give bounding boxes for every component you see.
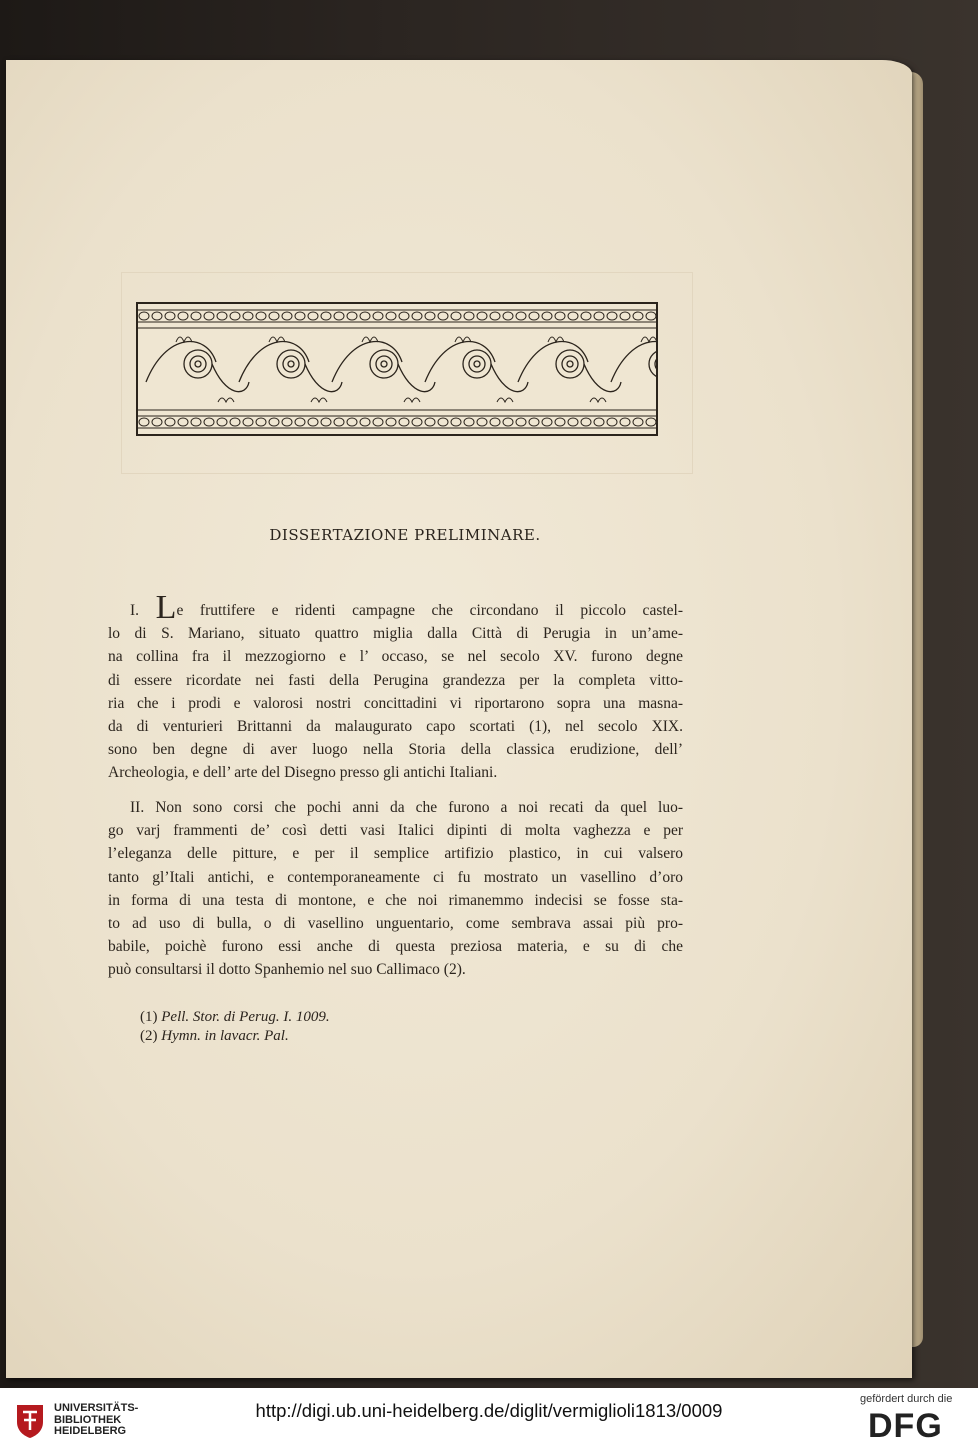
paragraph-2-line: to ad uso di bulla, o di vasellino unguentario, come sembrava assai più pro- — [108, 915, 683, 933]
paragraph-2-line: l’eleganza delle pitture, e per il semplice artifizio plastico, in cui valsero — [108, 845, 683, 863]
paragraph-1-line: da di venturieri Brittanni da malaugurato capo scortati (1), nel secolo XIX. — [108, 718, 683, 736]
ornamental-frieze — [136, 302, 658, 436]
paragraph-2-line: può consultarsi il dotto Spanhemio nel suo Callimaco (2). — [108, 961, 466, 979]
dfg-logo[interactable]: DFG — [868, 1407, 943, 1445]
paragraph-2-line: in forma di una testa di montone, e che noi rimanemmo indecisi se fosse sta- — [108, 891, 683, 909]
paragraph-2-line: II. Non sono corsi che pochi anni da che furono a noi recati da quel luo- — [130, 799, 683, 816]
footnote: (1) Pell. Stor. di Perug. I. 1009. — [140, 1009, 330, 1025]
paragraph-1-line: sono ben degne di aver luogo nella Storia della classica erudizione, dell’ — [108, 741, 683, 759]
paragraph-1-line: Archeologia, e dell’ arte del Disegno presso gli antichi Italiani. — [108, 764, 498, 782]
paragraph-2 — [108, 796, 683, 982]
paragraph-2-line: tanto gl’Itali antichi, e contemporaneamente ci fu mostrato un vasellino d’oro — [108, 868, 683, 886]
paragraph-1-line: di essere ricordate nei fasti della Perugina grandezza per la completa vitto- — [108, 671, 683, 689]
paragraph-1-line: ria che i prodi e valorosi nostri concittadini vi riportarono sopra una masna- — [108, 694, 683, 712]
funding-label: gefördert durch die — [860, 1393, 953, 1405]
footnote: (2) Hymn. in lavacr. Pal. — [140, 1028, 289, 1044]
paragraph-number: I. — [130, 602, 140, 619]
paragraph-2-line: go varj frammenti de’ così detti vasi Italici dipinti di molta vaghezza e per — [108, 822, 683, 840]
paragraph-1-line: I. Le fruttifere e ridenti campagne che circondano il piccolo castel- — [130, 589, 684, 626]
footnotes — [140, 1008, 330, 1046]
drop-cap: L — [155, 589, 177, 626]
page-title: DISSERTAZIONE PRELIMINARE. — [269, 526, 541, 544]
paragraph-1-line: na collina fra il mezzogiorno e l’ occaso, se nel secolo XV. furono degne — [108, 648, 683, 666]
paragraph-2-line: babile, poichè furono essi anche di questa preziosa materia, e su di che — [108, 938, 683, 956]
paragraph-1 — [108, 589, 684, 785]
institution-name[interactable]: UNIVERSITÄTS- BIBLIOTHEK HEIDELBERG — [54, 1402, 139, 1437]
paragraph-1-line: lo di S. Mariano, situato quattro miglia dalla Città di Perugia in un’ame- — [108, 625, 683, 643]
permalink-url[interactable]: http://digi.ub.uni-heidelberg.de/diglit/vermiglioli1813/0009 — [255, 1400, 723, 1421]
